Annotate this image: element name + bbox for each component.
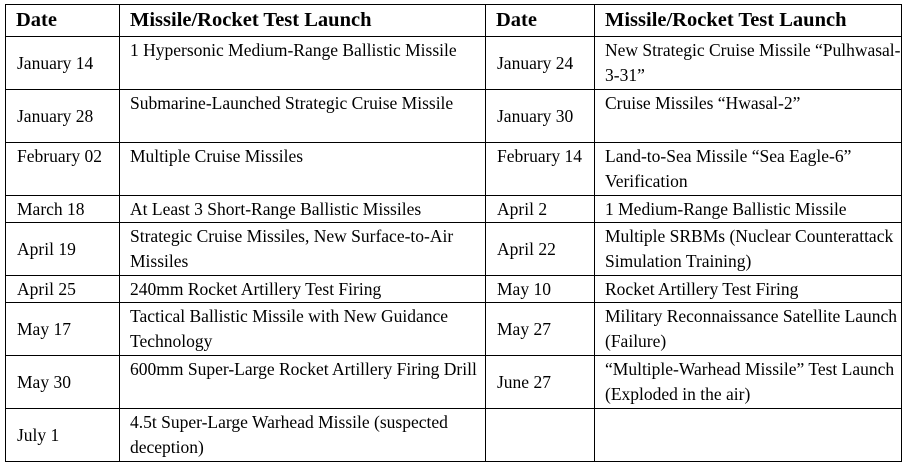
table-row	[6, 303, 902, 356]
launch-cell: Rocket Artillery Test Firing	[595, 276, 902, 303]
launch-cell: “Multiple-Warhead Missile” Test Launch (Exploded in the air)	[595, 356, 902, 409]
date-cell: January 14	[6, 37, 120, 90]
launch-cell: Military Reconnaissance Satellite Launch (Failure)	[595, 303, 902, 356]
date-cell: February 02	[6, 143, 120, 196]
date-cell: May 17	[6, 303, 120, 356]
launch-cell: Cruise Missiles “Hwasal-2”	[595, 90, 902, 143]
date-cell: May 27	[486, 303, 595, 356]
launch-cell: Land-to-Sea Missile “Sea Eagle-6” Verification	[595, 143, 902, 196]
date-cell: July 1	[6, 409, 120, 462]
table-row	[6, 90, 902, 143]
date-cell: February 14	[486, 143, 595, 196]
date-cell: April 22	[486, 223, 595, 276]
table-row	[6, 37, 902, 90]
table-row	[6, 409, 902, 462]
launch-cell: 1 Hypersonic Medium-Range Ballistic Missile	[120, 37, 486, 90]
launch-cell: Multiple Cruise Missiles	[120, 143, 486, 196]
header-launch-right: Missile/Rocket Test Launch	[595, 5, 902, 37]
date-cell: January 30	[486, 90, 595, 143]
launch-cell: 600mm Super-Large Rocket Artillery Firing Drill	[120, 356, 486, 409]
header-row	[6, 5, 902, 37]
header-date-right: Date	[486, 5, 595, 37]
date-cell: January 28	[6, 90, 120, 143]
launch-cell: Strategic Cruise Missiles, New Surface-to-Air Missiles	[120, 223, 486, 276]
date-cell: April 2	[486, 196, 595, 223]
launch-cell: 240mm Rocket Artillery Test Firing	[120, 276, 486, 303]
table-row	[6, 143, 902, 196]
date-cell: April 25	[6, 276, 120, 303]
date-cell: June 27	[486, 356, 595, 409]
launch-cell: Multiple SRBMs (Nuclear Counterattack Simulation Training)	[595, 223, 902, 276]
launch-cell	[595, 409, 902, 462]
table-row	[6, 276, 902, 303]
date-cell: April 19	[6, 223, 120, 276]
missile-launch-table	[5, 4, 902, 462]
launch-cell: Tactical Ballistic Missile with New Guidance Technology	[120, 303, 486, 356]
launch-cell: 4.5t Super-Large Warhead Missile (suspected deception)	[120, 409, 486, 462]
date-cell: May 10	[486, 276, 595, 303]
date-cell: March 18	[6, 196, 120, 223]
header-date-left: Date	[6, 5, 120, 37]
launch-cell: At Least 3 Short-Range Ballistic Missiles	[120, 196, 486, 223]
date-cell: May 30	[6, 356, 120, 409]
launch-cell: Submarine-Launched Strategic Cruise Missile	[120, 90, 486, 143]
table-row	[6, 356, 902, 409]
table-row	[6, 223, 902, 276]
table-row	[6, 196, 902, 223]
date-cell	[486, 409, 595, 462]
header-launch-left: Missile/Rocket Test Launch	[120, 5, 486, 37]
launch-cell: New Strategic Cruise Missile “Pulhwasal-3-31”	[595, 37, 902, 90]
date-cell: January 24	[486, 37, 595, 90]
launch-cell: 1 Medium-Range Ballistic Missile	[595, 196, 902, 223]
